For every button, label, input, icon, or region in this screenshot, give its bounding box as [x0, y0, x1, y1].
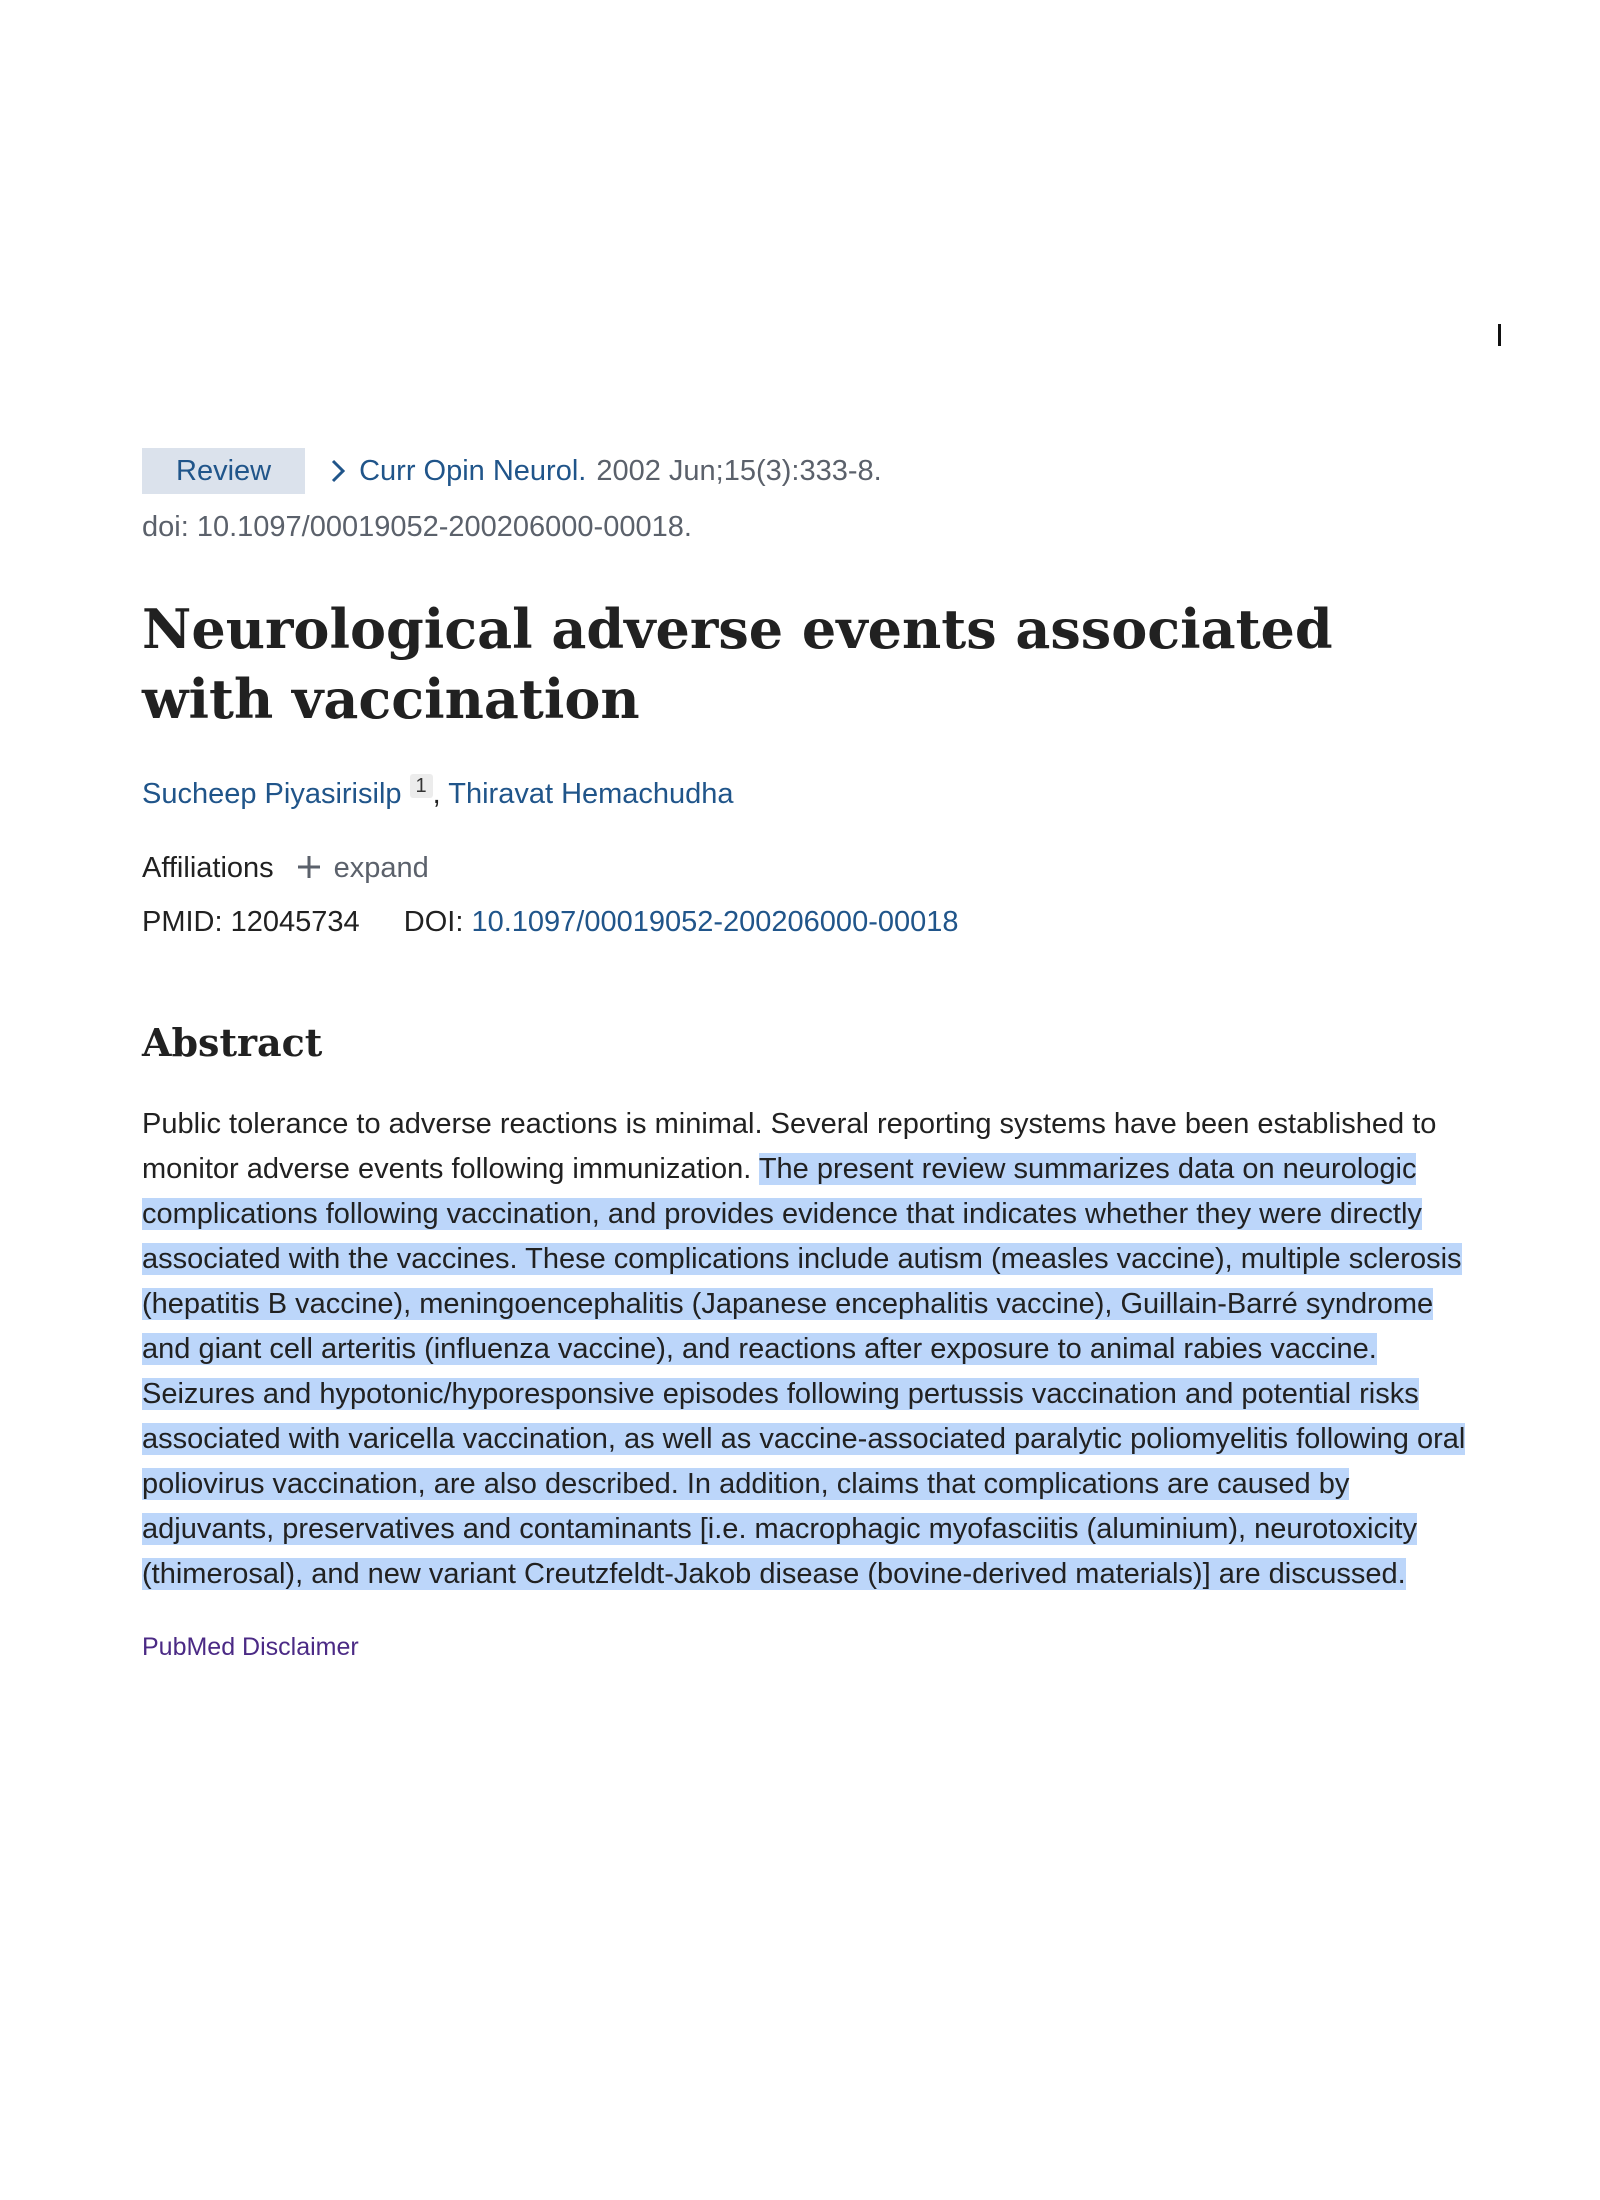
doi-link[interactable]: 10.1097/00019052-200206000-00018	[471, 906, 959, 938]
review-badge: Review	[142, 448, 305, 494]
identifiers-row	[142, 902, 1482, 942]
article-meta	[142, 448, 1482, 494]
pmid-value: 12045734	[230, 906, 360, 938]
affiliation-ref[interactable]: 1	[410, 774, 433, 798]
article-page	[142, 448, 1482, 1662]
article-title: Neurological adverse events associated with vaccination	[142, 597, 1333, 731]
pubmed-disclaimer-link[interactable]: PubMed Disclaimer	[142, 1633, 359, 1661]
affiliations-label: Affiliations	[142, 851, 274, 884]
abstract-text-selected: The present review summarizes data on neurologic complications following vaccination, and provides evidence that indicates whether they were directly associated with the vaccines. These complications include autism (measles vaccine), multiple sclerosis (hepatitis B vaccine), meningoencephalitis (Japanese encephalitis vaccine), Guillain-Barré syndrome and giant cell arteritis (influenza vaccine), and reactions after exposure to animal rabies vaccine. Seizures and hypotonic/hyporesponsive episodes following pertussis vaccination and potential risks associated with varicella vaccination, as well as vaccine-associated paralytic poliomyelitis following oral poliovirus vaccination, are also described. In addition, claims that complications are caused by adjuvants, preservatives and contaminants [i.e. macrophagic myofasciitis (aluminium), neurotoxicity (thimerosal), and new variant Creutzfeldt-Jakob disease (bovine-derived materials)] are discussed.	[142, 1153, 1466, 1590]
abstract-text-unselected: Public tolerance to adverse reactions is minimal. Several reporting systems have been established to monitor adverse events following immunization.	[142, 1108, 1437, 1185]
journal-link[interactable]: Curr Opin Neurol.	[359, 454, 587, 487]
affiliations-row	[142, 848, 1482, 888]
citation-info: 2002 Jun;15(3):333-8.	[596, 454, 882, 487]
pmid-label: PMID:	[142, 906, 223, 938]
author-link[interactable]: Thiravat Hemachudha	[448, 778, 734, 810]
text-cursor	[1498, 324, 1501, 346]
chevron-right-icon	[325, 456, 351, 486]
abstract-heading: Abstract	[142, 1020, 323, 1065]
doi-citation-line: doi: 10.1097/00019052-200206000-00018.	[142, 511, 692, 543]
author-link[interactable]: Sucheep Piyasirisilp	[142, 778, 402, 810]
abstract-text	[142, 1102, 1482, 1597]
author-list	[142, 774, 1482, 814]
plus-icon	[296, 850, 322, 886]
author-separator: ,	[432, 778, 441, 810]
expand-label: expand	[333, 851, 429, 884]
expand-affiliations-button[interactable]	[296, 850, 429, 886]
doi-label: DOI:	[403, 906, 464, 938]
